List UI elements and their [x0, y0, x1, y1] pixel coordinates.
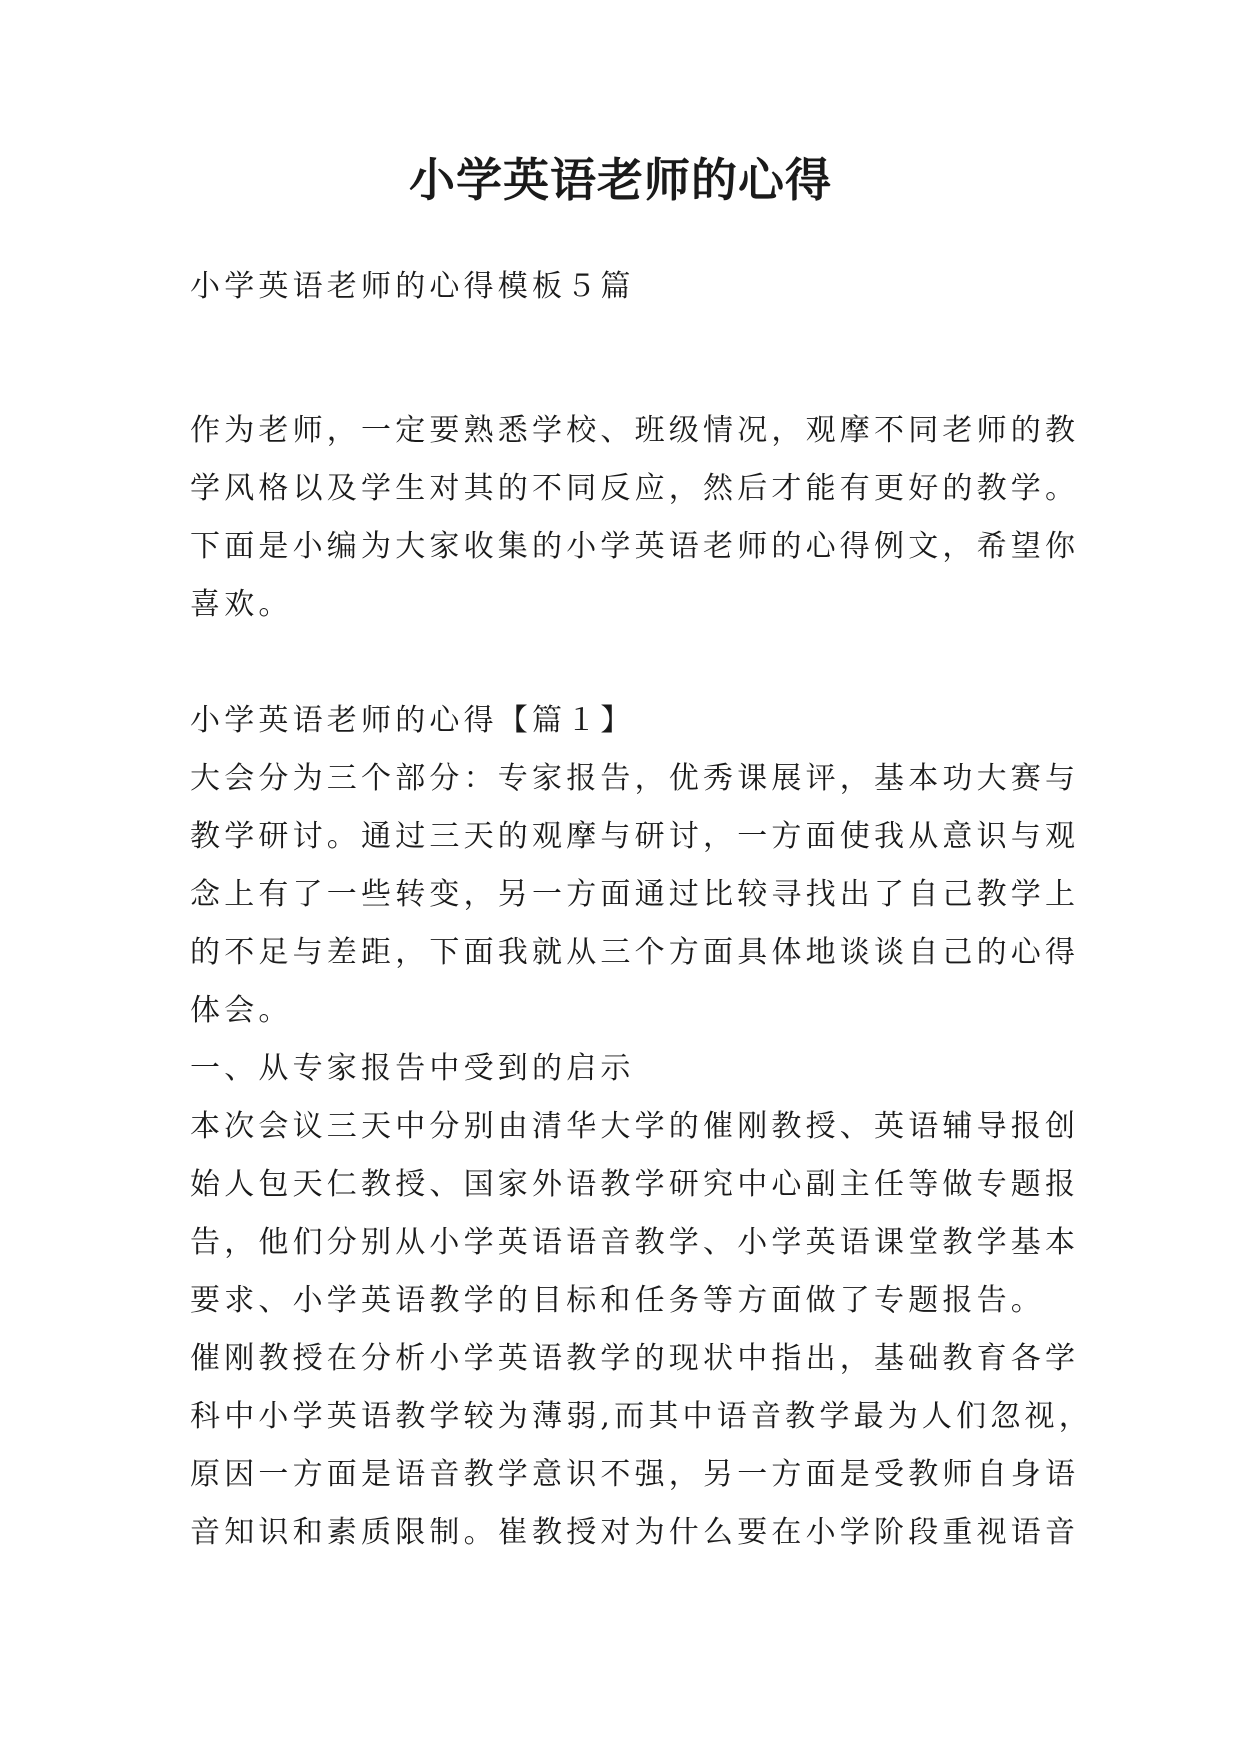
document-title: 小学英语老师的心得 [409, 153, 832, 207]
body-line: 原因一方面是语音教学意识不强，另一方面是受教师自身语 [190, 1457, 1080, 1492]
document-subtitle [190, 258, 1070, 316]
intro-paragraph [190, 402, 1080, 634]
intro-line: 学风格以及学生对其的不同反应，然后才能有更好的教学。 [190, 471, 1080, 506]
subtitle-line: 小学英语老师的心得模板５篇 [190, 269, 635, 304]
body-line: 念上有了一些转变，另一方面通过比较寻找出了自己教学上 [190, 877, 1080, 912]
body-line: 始人包天仁教授、国家外语教学研究中心副主任等做专题报 [190, 1167, 1080, 1202]
body-line: 体会。 [190, 993, 293, 1028]
body-line: 教学研讨。通过三天的观摩与研讨，一方面使我从意识与观 [190, 819, 1080, 854]
subsection-heading: 一、从专家报告中受到的启示 [190, 1051, 635, 1086]
body-line: 要求、小学英语教学的目标和任务等方面做了专题报告。 [190, 1283, 1045, 1318]
intro-line: 喜欢。 [190, 587, 293, 622]
section-heading: 小学英语老师的心得【篇１】 [190, 703, 635, 738]
body-line: 科中小学英语教学较为薄弱,而其中语音教学最为人们忽视， [190, 1399, 1093, 1434]
main-section [190, 692, 1093, 1562]
intro-line: 下面是小编为大家收集的小学英语老师的心得例文，希望你 [190, 529, 1080, 564]
body-line: 音知识和素质限制。崔教授对为什么要在小学阶段重视语音 [190, 1515, 1080, 1550]
intro-line: 作为老师，一定要熟悉学校、班级情况，观摩不同老师的教 [190, 413, 1080, 448]
body-line: 告，他们分别从小学英语语音教学、小学英语课堂教学基本 [190, 1225, 1080, 1260]
body-line: 的不足与差距，下面我就从三个方面具体地谈谈自己的心得 [190, 935, 1080, 970]
body-line: 催刚教授在分析小学英语教学的现状中指出，基础教育各学 [190, 1341, 1080, 1376]
body-line: 本次会议三天中分别由清华大学的催刚教授、英语辅导报创 [190, 1109, 1080, 1144]
body-line: 大会分为三个部分：专家报告，优秀课展评，基本功大赛与 [190, 761, 1080, 796]
